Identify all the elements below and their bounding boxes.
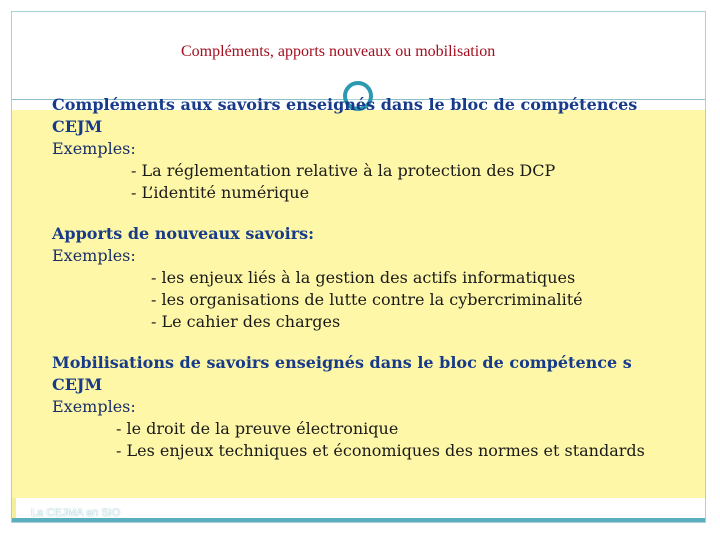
list-item: - les enjeux liés à la gestion des actifs informatiques	[151, 268, 576, 287]
section-apports	[52, 223, 692, 333]
examples-label: Exemples:	[52, 397, 136, 416]
list-item: - le droit de la preuve électronique	[116, 419, 399, 438]
section-heading: Mobilisations de savoirs enseignés dans le bloc de compétence s	[52, 353, 632, 372]
section-heading-continued: CEJM	[52, 375, 103, 394]
list-item: - les organisations de lutte contre la cybercriminalité	[151, 290, 583, 309]
list-item: - La réglementation relative à la protection des DCP	[131, 161, 556, 180]
examples-list	[151, 267, 692, 333]
slide-title: Compléments, apports nouveaux ou mobilisation	[181, 43, 496, 60]
section-heading: Apports de nouveaux savoirs:	[52, 224, 315, 243]
examples-label: Exemples:	[52, 246, 136, 265]
list-item: - Les enjeux techniques et économiques des normes et standards	[116, 441, 645, 460]
list-item: - L’identité numérique	[131, 183, 310, 202]
section-heading: Compléments aux savoirs enseignés dans le bloc de compétences	[52, 95, 638, 114]
footer-label: La CEJMA en SIO	[31, 507, 121, 519]
list-item: - Le cahier des charges	[151, 312, 341, 331]
section-heading-continued: CEJM	[52, 117, 103, 136]
examples-list	[131, 160, 692, 204]
section-complements	[52, 94, 692, 204]
section-mobilisations	[52, 352, 692, 462]
examples-list	[116, 418, 692, 462]
examples-label: Exemples:	[52, 139, 136, 158]
